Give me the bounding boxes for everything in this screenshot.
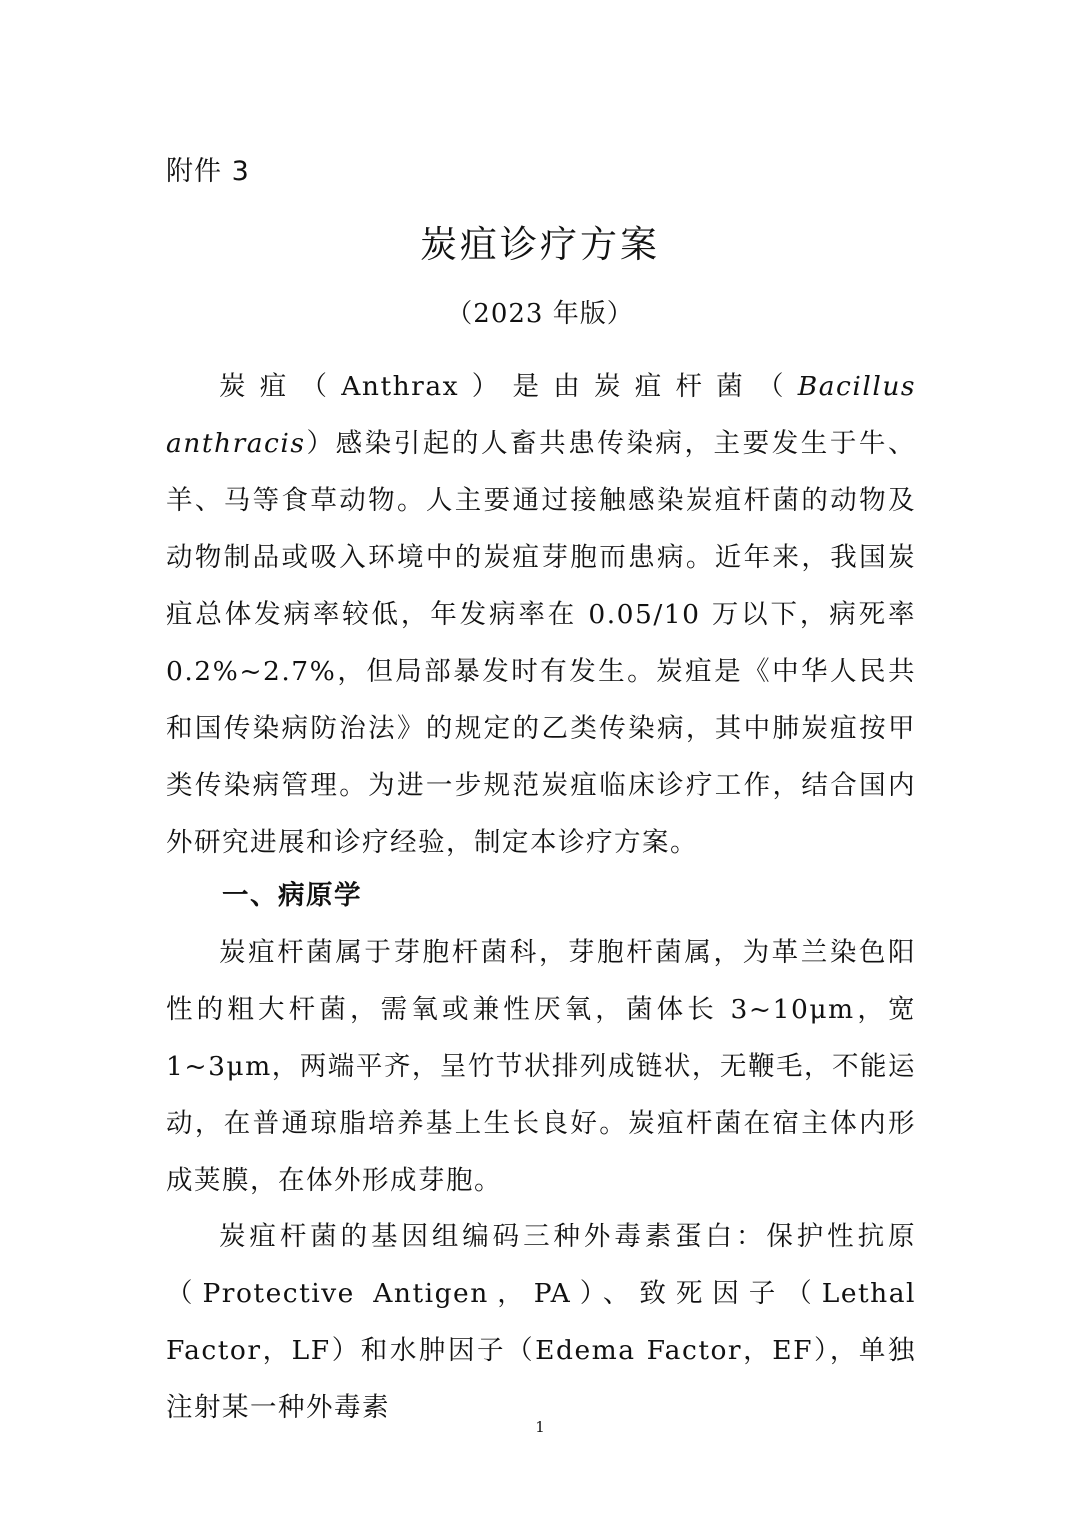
etiology-paragraph-2: 炭疽杆菌的基因组编码三种外毒素蛋白：保护性抗原（Protective Antigen，PA）、致死因子（Lethal Factor，LF）和水肿因子（Edema Factor，EF），单独注射某一种外毒素 xyxy=(166,1221,916,1423)
document-subtitle: （2023 年版） xyxy=(446,299,634,329)
intro-paragraph xyxy=(166,358,916,871)
intro-text-part1: 炭疽（Anthrax）是由炭疽杆菌（ xyxy=(219,371,798,402)
intro-text-part2: ）感染引起的人畜共患传染病，主要发生于牛、羊、马等食草动物。人主要通过接触感染炭疽杆菌的动物及动物制品或吸入环境中的炭疽芽胞而患病。近年来，我国炭疽总体发病率较低，年发病率在 0.05/10 万以下，病死率 0.2%~2.7%，但局部暴发时有发生。炭疽是《中华人民共和国传染病防治法》的规定的乙类传染病，其中肺炭疽按甲类传染病管理。为进一步规范炭疽临床诊疗工作，结合国内外研究进展和诊疗经验，制定本诊疗方案。 xyxy=(166,428,916,858)
etiology-paragraph-1: 炭疽杆菌属于芽胞杆菌科，芽胞杆菌属，为革兰染色阳性的粗大杆菌，需氧或兼性厌氧，菌体长 3~10μm，宽 1~3μm，两端平齐，呈竹节状排列成链状，无鞭毛，不能运动，在普通琼脂培养基上生长良好。炭疽杆菌在宿主体内形成荚膜，在体外形成芽胞。 xyxy=(166,937,916,1196)
section-heading-etiology: 一、病原学 xyxy=(222,880,362,911)
page-number: 1 xyxy=(535,1418,545,1436)
attachment-label: 附件 3 xyxy=(166,156,250,187)
species-name: Bacillus anthracis xyxy=(166,371,916,459)
document-title: 炭疽诊疗方案 xyxy=(420,223,660,266)
